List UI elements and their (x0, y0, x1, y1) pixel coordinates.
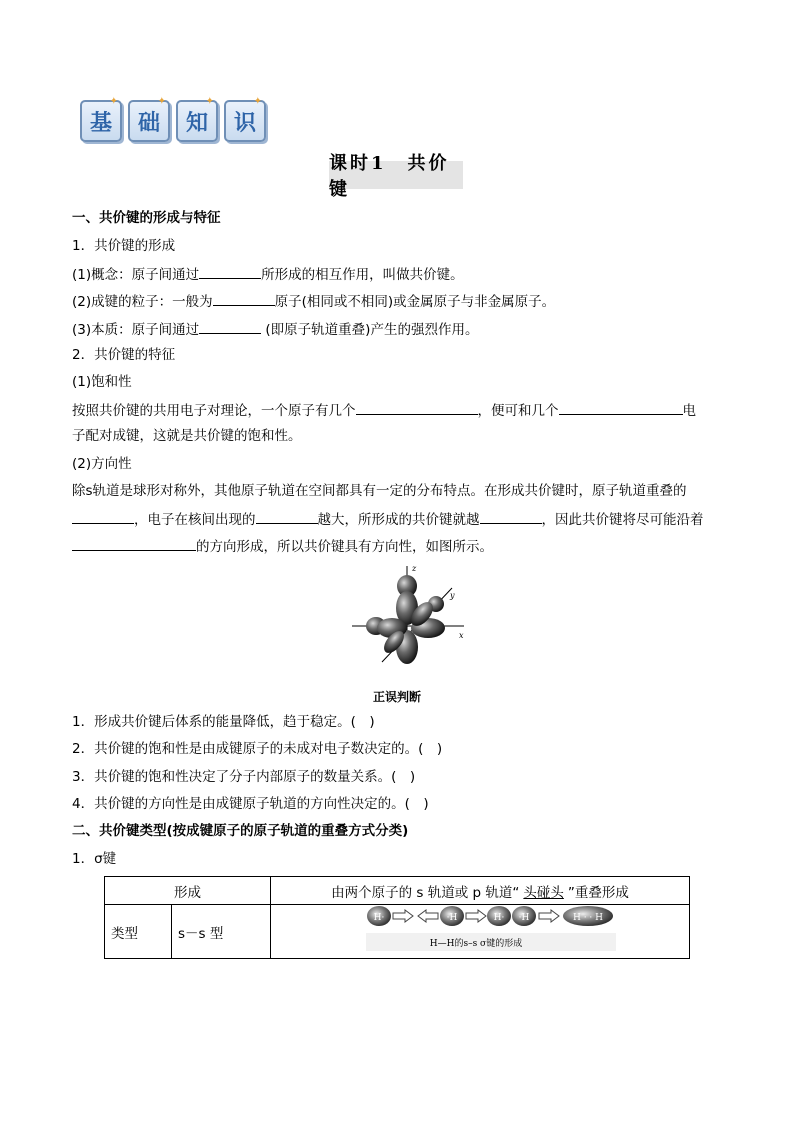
direction-line-2: ，电子在核间出现的 越大，所形成的共价键就越 ，因此共价键将尽可能沿着 (72, 509, 704, 529)
z-axis-label: z (412, 564, 417, 573)
sparkle-icon: ✦ (253, 96, 262, 107)
answer-blank[interactable] (256, 509, 318, 524)
arrow-right-icon (393, 910, 413, 922)
answer-blank[interactable] (213, 291, 275, 306)
saturation-line: 按照共价键的共用电子对理论，一个原子有几个 ，便可和几个 电 (72, 400, 696, 420)
p-orbital-figure (352, 562, 472, 674)
section-badge (80, 96, 266, 142)
subsection-heading: 1．共价键的形成 (72, 238, 176, 254)
answer-blank[interactable] (72, 536, 196, 551)
answer-blank[interactable] (480, 509, 542, 524)
judge-item: 1．形成共价键后体系的能量降低，趋于稳定。( ) (72, 714, 375, 730)
arrow-right-icon (466, 910, 486, 922)
sparkle-icon: ✦ (157, 96, 166, 107)
section-heading: 二、共价键类型(按成键原子的原子轨道的重叠方式分类) (72, 823, 409, 839)
concept-line: (1)概念：原子间通过 所形成的相互作用，叫做共价键。 (72, 264, 464, 284)
subsection-heading: 1．σ键 (72, 851, 117, 867)
svg-text:H · · H: H · · H (572, 913, 604, 923)
answer-blank[interactable] (199, 319, 261, 334)
svg-text:H·: H· (373, 913, 385, 923)
subsection-heading: 2．共价键的特征 (72, 347, 176, 363)
table-cell: 由两个原子的 s 轨道或 p 轨道“ 头碰头 ”重叠形成 (271, 877, 690, 905)
table-row (105, 877, 690, 905)
badge-char: ✦ 基 (80, 100, 122, 142)
lesson-title: 课时1 共价键 (329, 161, 463, 189)
figure-caption: H—H的s–s σ键的形成 (429, 939, 523, 949)
judge-item: 3．共价键的饱和性决定了分子内部原子的数量关系。( ) (72, 769, 416, 785)
svg-text:·H: ·H (518, 913, 530, 923)
section-heading: 一、共价键的形成与特征 (72, 210, 221, 226)
judge-item: 2．共价键的饱和性是由成键原子的未成对电子数决定的。( ) (72, 741, 443, 757)
arrow-left-icon (418, 910, 438, 922)
direction-title: (2)方向性 (72, 456, 132, 472)
saturation-title: (1)饱和性 (72, 374, 132, 390)
direction-line: 除s轨道是球形对称外，其他原子轨道在空间都具有一定的分布特点。在形成共价键时，原子轨道重叠的 (72, 483, 687, 499)
table-cell: 形成 (105, 877, 271, 905)
answer-blank[interactable] (559, 400, 683, 415)
y-axis-label: y (450, 591, 455, 600)
arrow-right-icon (539, 910, 559, 922)
direction-line-3: 的方向形成，所以共价键具有方向性，如图所示。 (72, 536, 493, 556)
h-h-bond-figure (366, 905, 616, 951)
sparkle-icon: ✦ (205, 96, 214, 107)
answer-blank[interactable] (356, 400, 478, 415)
sparkle-icon: ✦ (109, 96, 118, 107)
essence-line: (3)本质：原子间通过 (即原子轨道重叠)产生的强烈作用。 (72, 319, 478, 339)
x-axis-label: x (459, 631, 464, 640)
judge-item: 4．共价键的方向性是由成键原子轨道的方向性决定的。( ) (72, 796, 429, 812)
badge-char: ✦ 识 (224, 100, 266, 142)
svg-text:H·: H· (493, 913, 505, 923)
badge-char: ✦ 础 (128, 100, 170, 142)
badge-char: ✦ 知 (176, 100, 218, 142)
answer-blank[interactable] (72, 509, 134, 524)
answer-blank[interactable] (199, 264, 261, 279)
table-cell: 类型 (105, 905, 172, 959)
saturation-line-2: 子配对成键，这就是共价键的饱和性。 (72, 428, 302, 444)
svg-text:·H: ·H (446, 913, 458, 923)
judge-title: 正误判断 (372, 690, 421, 704)
particle-line: (2)成键的粒子：一般为 原子(相同或不相同)或金属原子与非金属原子。 (72, 291, 555, 311)
table-cell: s－s 型 (172, 905, 271, 959)
